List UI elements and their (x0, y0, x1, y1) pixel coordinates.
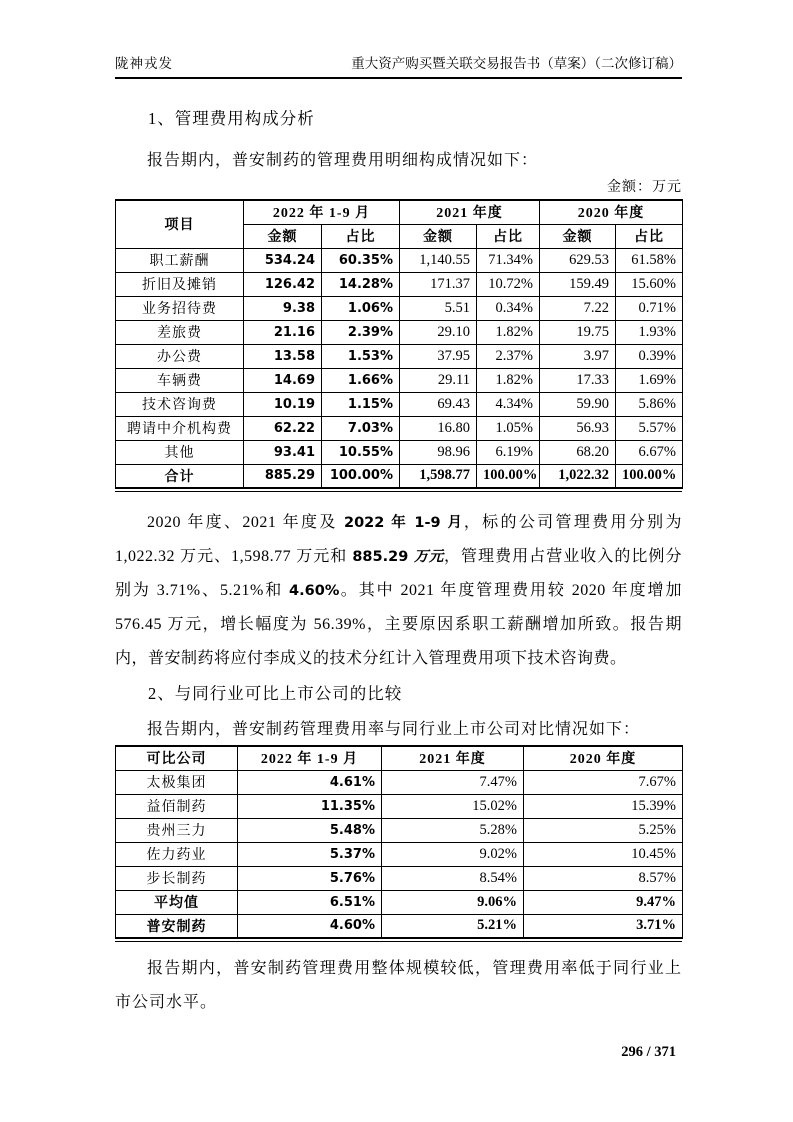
table-row (116, 794, 683, 818)
table-cell: 佐力药业 (116, 842, 238, 866)
table-cell: 9.38 (244, 296, 322, 320)
table-cell: 62.22 (244, 416, 322, 440)
table-cell: 5.25% (524, 818, 683, 842)
table-cell: 其他 (116, 440, 244, 464)
col-header-item: 项目 (116, 200, 244, 248)
peer-comparison-table (115, 745, 683, 939)
section-1-heading: 1、管理费用构成分析 (148, 109, 315, 128)
col-subheader-ratio: 占比 (322, 224, 400, 248)
table-cell: 技术咨询费 (116, 392, 244, 416)
table-cell: 3.97 (540, 344, 616, 368)
table-cell: 93.41 (244, 440, 322, 464)
table-row (116, 296, 683, 320)
table-row (116, 770, 683, 794)
table-cell: 6.67% (616, 440, 683, 464)
table-cell: 1.15% (322, 392, 400, 416)
table-cell: 159.49 (540, 272, 616, 296)
table-cell: 9.06% (382, 890, 524, 914)
table-cell: 2.39% (322, 320, 400, 344)
table-cell: 1.06% (322, 296, 400, 320)
analysis-bold-amount: 885.29 (352, 549, 414, 565)
table-row (116, 440, 683, 464)
col-subheader-amount: 金额 (244, 224, 322, 248)
table-cell: 办公费 (116, 344, 244, 368)
table-cell: 37.95 (400, 344, 477, 368)
table-cell: 15.39% (524, 794, 683, 818)
table-cell: 7.03% (322, 416, 400, 440)
table-cell: 56.93 (540, 416, 616, 440)
table-cell: 7.22 (540, 296, 616, 320)
col-header-period-2021: 2021 年度 (382, 746, 524, 770)
table-cell: 629.53 (540, 248, 616, 272)
section-1-intro: 报告期内，普安制药的管理费用明细构成情况如下： (147, 152, 539, 169)
table-cell: 太极集团 (116, 770, 238, 794)
section-2-heading: 2、与同行业可比上市公司的比较 (148, 684, 403, 703)
table-cell: 4.60% (238, 914, 382, 938)
table-row (116, 890, 683, 914)
table-cell: 100.00% (477, 464, 540, 488)
analysis-bold-unit: 万元 (413, 549, 444, 565)
table-cell: 1.66% (322, 368, 400, 392)
table-cell: 平均值 (116, 890, 238, 914)
col-subheader-amount: 金额 (400, 224, 477, 248)
table-cell: 10.55% (322, 440, 400, 464)
table-cell: 15.02% (382, 794, 524, 818)
table-cell: 2.37% (477, 344, 540, 368)
table-row (116, 368, 683, 392)
table-cell: 10.72% (477, 272, 540, 296)
table-cell: 职工薪酬 (116, 248, 244, 272)
col-header-period-2022: 2022 年 1-9 月 (244, 200, 400, 224)
table-cell: 11.35% (238, 794, 382, 818)
table-cell: 8.57% (524, 866, 683, 890)
col-header-period-2022: 2022 年 1-9 月 (238, 746, 382, 770)
table-cell: 7.47% (382, 770, 524, 794)
table-cell: 21.16 (244, 320, 322, 344)
table-cell: 13.58 (244, 344, 322, 368)
peer-table-header (116, 746, 683, 770)
table-cell: 126.42 (244, 272, 322, 296)
expense-analysis-paragraph (115, 506, 682, 676)
table-cell: 贵州三力 (116, 818, 238, 842)
table-row (116, 272, 683, 296)
table-cell: 16.80 (400, 416, 477, 440)
expense-table-header (116, 200, 683, 248)
running-header (115, 52, 682, 79)
table-cell: 4.61% (238, 770, 382, 794)
analysis-text: 2020 年度、2021 年度及 (147, 514, 344, 531)
table-cell: 1.05% (477, 416, 540, 440)
table-cell: 14.69 (244, 368, 322, 392)
analysis-text: ，管理费用占营业收入的比例分别为 3.71%、5.21%和 (115, 548, 682, 599)
table-cell: 10.45% (524, 842, 683, 866)
analysis-text: 。其中 2021 年度管理费用较 2020 年度增加 576.45 万元，增长幅度为 56.39%，主要原因系职工薪酬增加所致。报告期内，普安制药将应付李成义的技术分红计入管理费用项下技术咨询费。 (115, 582, 682, 667)
table-cell: 19.75 (540, 320, 616, 344)
table-cell: 100.00% (322, 464, 400, 488)
table-row (116, 416, 683, 440)
table-cell: 业务招待费 (116, 296, 244, 320)
table-cell: 1.53% (322, 344, 400, 368)
running-header-title: 重大资产购买暨关联交易报告书（草案）（二次修订稿） (351, 56, 682, 71)
table-cell: 68.20 (540, 440, 616, 464)
table-cell: 5.48% (238, 818, 382, 842)
table-cell: 100.00% (616, 464, 683, 488)
analysis-bold-ratio: 4.60% (289, 583, 340, 599)
table-row (116, 248, 683, 272)
col-header-period-2020: 2020 年度 (540, 200, 683, 224)
expense-composition-table (115, 199, 683, 489)
table-cell: 10.19 (244, 392, 322, 416)
table-cell: 29.10 (400, 320, 477, 344)
table-cell: 14.28% (322, 272, 400, 296)
table-cell: 9.47% (524, 890, 683, 914)
col-header-period-2021: 2021 年度 (400, 200, 540, 224)
table-cell: 6.19% (477, 440, 540, 464)
table-cell: 5.28% (382, 818, 524, 842)
col-header-company: 可比公司 (116, 746, 238, 770)
table-cell: 7.67% (524, 770, 683, 794)
page-number: 296 / 371 (621, 1044, 676, 1060)
expense-table-body (116, 248, 683, 488)
conclusion-paragraph: 报告期内，普安制药管理费用整体规模较低，管理费用率低于同行业上市公司水平。 (115, 960, 682, 1011)
table-row (116, 320, 683, 344)
table-cell: 合计 (116, 464, 244, 488)
table-cell: 1,598.77 (400, 464, 477, 488)
col-header-period-2020: 2020 年度 (524, 746, 683, 770)
section-2-intro: 报告期内，普安制药管理费用率与同行业上市公司对比情况如下： (147, 721, 641, 738)
table-row (116, 866, 683, 890)
table-cell: 差旅费 (116, 320, 244, 344)
table-cell: 0.71% (616, 296, 683, 320)
table-cell: 885.29 (244, 464, 322, 488)
table-row (116, 464, 683, 488)
table-cell: 5.21% (382, 914, 524, 938)
table-cell: 普安制药 (116, 914, 238, 938)
table-cell: 59.90 (540, 392, 616, 416)
table-cell: 4.34% (477, 392, 540, 416)
table-unit-note: 金额：万元 (607, 180, 682, 195)
peer-table-body (116, 770, 683, 938)
table-cell: 15.60% (616, 272, 683, 296)
table-cell: 益佰制药 (116, 794, 238, 818)
table-cell: 聘请中介机构费 (116, 416, 244, 440)
table-cell: 60.35% (322, 248, 400, 272)
table-cell: 8.54% (382, 866, 524, 890)
table-cell: 9.02% (382, 842, 524, 866)
peer-comparison-table-wrap (115, 745, 682, 942)
table-cell: 1,022.32 (540, 464, 616, 488)
col-subheader-ratio: 占比 (477, 224, 540, 248)
table-cell: 5.57% (616, 416, 683, 440)
table-cell: 1.82% (477, 320, 540, 344)
table-cell: 0.39% (616, 344, 683, 368)
table-cell: 98.96 (400, 440, 477, 464)
table-row (116, 818, 683, 842)
col-subheader-ratio: 占比 (616, 224, 683, 248)
col-subheader-amount: 金额 (540, 224, 616, 248)
analysis-bold-2022: 2022 年 1-9 月 (343, 515, 464, 531)
table-cell: 6.51% (238, 890, 382, 914)
table-cell: 1.82% (477, 368, 540, 392)
table-cell: 折旧及摊销 (116, 272, 244, 296)
table-cell: 5.51 (400, 296, 477, 320)
table-row (116, 392, 683, 416)
table-cell: 69.43 (400, 392, 477, 416)
table-cell: 0.34% (477, 296, 540, 320)
running-header-company: 陇神戎发 (115, 56, 173, 71)
table-cell: 17.33 (540, 368, 616, 392)
table-row (116, 344, 683, 368)
table-cell: 1,140.55 (400, 248, 477, 272)
table-cell: 61.58% (616, 248, 683, 272)
table-cell: 71.34% (477, 248, 540, 272)
table-cell: 车辆费 (116, 368, 244, 392)
table-cell: 3.71% (524, 914, 683, 938)
table-cell: 5.37% (238, 842, 382, 866)
table-cell: 步长制药 (116, 866, 238, 890)
table-cell: 29.11 (400, 368, 477, 392)
table-row (116, 842, 683, 866)
table-cell: 5.86% (616, 392, 683, 416)
table-cell: 534.24 (244, 248, 322, 272)
table-row (116, 914, 683, 938)
table-cell: 171.37 (400, 272, 477, 296)
analysis-text: ，标的公司管理费用分别为 1,022.32 万元、1,598.77 万元和 (115, 514, 682, 565)
table-cell: 1.69% (616, 368, 683, 392)
table-cell: 5.76% (238, 866, 382, 890)
table-cell: 1.93% (616, 320, 683, 344)
expense-composition-table-wrap (115, 199, 682, 492)
